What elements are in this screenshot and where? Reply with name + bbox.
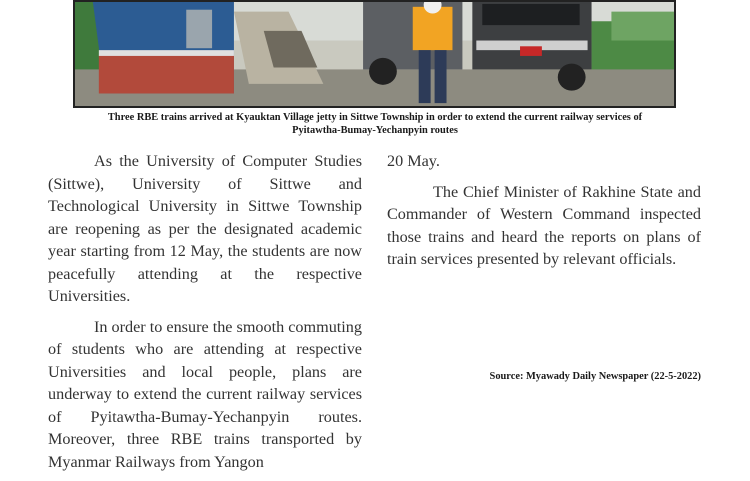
article-left-column xyxy=(48,150,362,481)
caption-line-2: Pyitawtha-Bumay-Yechanpyin routes xyxy=(292,124,458,136)
article-paragraph-1: As the University of Computer Studies (Sittwe), University of Sittwe and Technological University in Sittwe Township are reopening as per the designated academic year starting from 12 May, the students are now peacefully attending at the respective Universities. xyxy=(48,152,362,305)
photo-caption xyxy=(40,112,710,137)
caption-line-1: Three RBE trains arrived at Kyauktan Village jetty in Sittwe Township in order to extend the current railway services of xyxy=(107,112,643,123)
photo-illustration xyxy=(75,2,674,106)
article-paragraph-2: In order to ensure the smooth commuting of students who are attending at respective Universities and local people, plans are underway to extend the current railway services of Pyitawtha-Bumay-Yechanpyin routes. Moreover, three RBE trains transported by Myanmar Railways from Yangon xyxy=(48,317,362,471)
article-paragraph-3: The Chief Minister of Rakhine State and Commander of Western Command inspected those trains and heard the reports on plans of train services presented by relevant officials. xyxy=(387,182,701,268)
news-photo xyxy=(73,0,676,108)
article-paragraph-2-continued: 20 May. xyxy=(387,152,440,170)
article-right-column xyxy=(387,150,701,279)
source-citation: Source: Myawady Daily Newspaper (22-5-2022) xyxy=(489,371,701,382)
